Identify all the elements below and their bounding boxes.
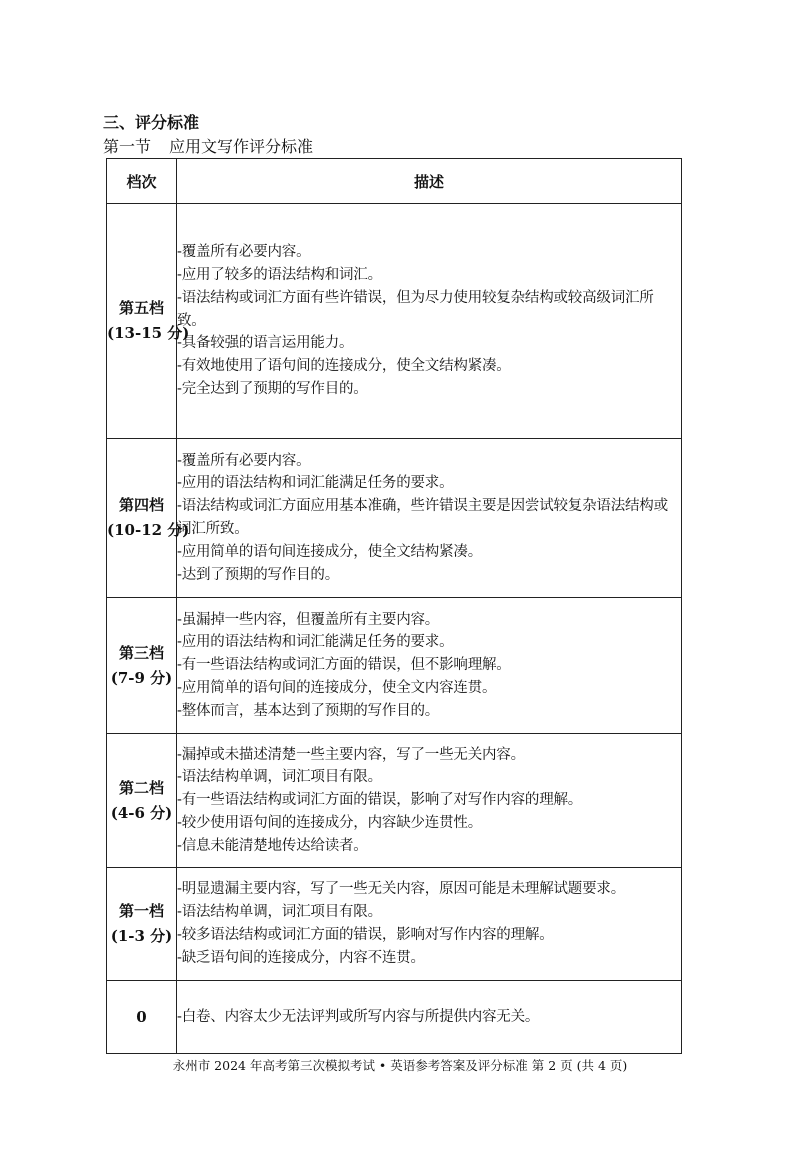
criterion-item: -语法结构或词汇方面应用基本准确，些许错误主要是因尝试较复杂语法结构或词汇所致。 <box>177 498 668 537</box>
grade-range: (7-9 分) <box>110 668 173 687</box>
grade-name: 第四档 <box>118 496 164 514</box>
subsection-title: 应用文写作评分标准 <box>169 137 314 156</box>
grade-range: (13-15 分) <box>107 324 190 342</box>
criterion-item: -较多语法结构或词汇方面的错误，影响对写作内容的理解。 <box>177 927 554 943</box>
description-cell <box>177 868 682 981</box>
criterion-item: -较少使用语句间的连接成分，内容缺少连贯性。 <box>177 814 482 831</box>
grade-range: (1-3 分) <box>110 927 173 945</box>
criterion-item: -语法结构或词汇方面有些许错误，但为尽力使用较复杂结构或较高级词汇所致。 <box>177 289 654 329</box>
table-row <box>107 734 682 868</box>
criterion-item: -覆盖所有必要内容。 <box>177 452 311 469</box>
description-cell <box>177 204 682 439</box>
criterion-item: -完全达到了预期的写作目的。 <box>177 380 368 397</box>
criterion-item: -具备较强的语言运用能力。 <box>177 335 354 352</box>
description-cell <box>177 598 682 734</box>
criterion-item: -有一些语法结构或词汇方面的错误，但不影响理解。 <box>177 657 511 674</box>
criterion-item: -信息未能清楚地传达给读者。 <box>177 837 368 854</box>
header-grade: 档次 <box>107 159 177 204</box>
criterion-item: -覆盖所有必要内容。 <box>177 244 311 261</box>
table-header-row <box>107 159 682 204</box>
grade-cell <box>107 204 190 439</box>
criterion-item: -应用的语法结构和词汇能满足任务的要求。 <box>177 634 454 651</box>
description-cell <box>177 734 682 868</box>
grade-cell <box>107 598 177 734</box>
table-row <box>107 981 682 1054</box>
page-footer: 永州市 2024 年高考第三次模拟考试 • 英语参考答案及评分标准 第 2 页 (共 4 页) <box>172 1058 628 1073</box>
grade-cell <box>107 981 177 1054</box>
subsection-heading <box>103 136 313 158</box>
criterion-item: -应用的语法结构和词汇能满足任务的要求。 <box>177 475 454 492</box>
criterion-item: -语法结构单调，词汇项目有限。 <box>177 904 382 921</box>
description-cell <box>177 439 682 598</box>
grade-range: (10-12 分) <box>107 521 190 539</box>
criterion-item: -应用简单的语句间连接成分，使全文结构紧凑。 <box>177 543 482 560</box>
criterion-item: -达到了预期的写作目的。 <box>177 566 339 583</box>
scoring-rubric-table <box>106 158 682 1054</box>
grade-cell <box>107 734 177 868</box>
criterion-item: -缺乏语句间的连接成分，内容不连贯。 <box>177 949 425 966</box>
grade-name: 第三档 <box>118 643 164 662</box>
criterion-item: -虽漏掉一些内容，但覆盖所有主要内容。 <box>177 611 440 628</box>
grade-name: 0 <box>136 1007 147 1026</box>
criterion-item: -有效地使用了语句间的连接成分，使全文结构紧凑。 <box>177 358 511 375</box>
table-row <box>107 204 682 439</box>
grade-cell <box>107 868 177 981</box>
section-heading: 三、评分标准 <box>103 113 200 132</box>
table-row <box>107 598 682 734</box>
description-cell <box>177 981 682 1054</box>
grade-cell <box>107 439 190 598</box>
table-row <box>107 439 682 598</box>
criterion-item: -明显遗漏主要内容，写了一些无关内容，原因可能是未理解试题要求。 <box>177 881 625 898</box>
criterion-item: -应用了较多的语法结构和词汇。 <box>177 267 382 283</box>
grade-name: 第五档 <box>118 299 164 317</box>
criterion-item: -语法结构单调，词汇项目有限。 <box>177 769 382 786</box>
criterion-item: -整体而言，基本达到了预期的写作目的。 <box>177 702 440 719</box>
table-row <box>107 868 682 981</box>
header-description: 描述 <box>177 159 682 204</box>
grade-range: (4-6 分) <box>110 803 173 822</box>
grade-name: 第一档 <box>118 902 164 920</box>
criterion-item: -应用简单的语句间的连接成分，使全文内容连贯。 <box>177 679 497 696</box>
subsection-part: 第一节 <box>103 137 152 156</box>
criterion-item: -白卷、内容太少无法评判或所写内容与所提供内容无关。 <box>177 1008 540 1025</box>
criterion-item: -漏掉或未描述清楚一些主要内容，写了一些无关内容。 <box>177 746 525 763</box>
criterion-item: -有一些语法结构或词汇方面的错误，影响了对写作内容的理解。 <box>177 792 583 809</box>
grade-name: 第二档 <box>118 778 164 797</box>
